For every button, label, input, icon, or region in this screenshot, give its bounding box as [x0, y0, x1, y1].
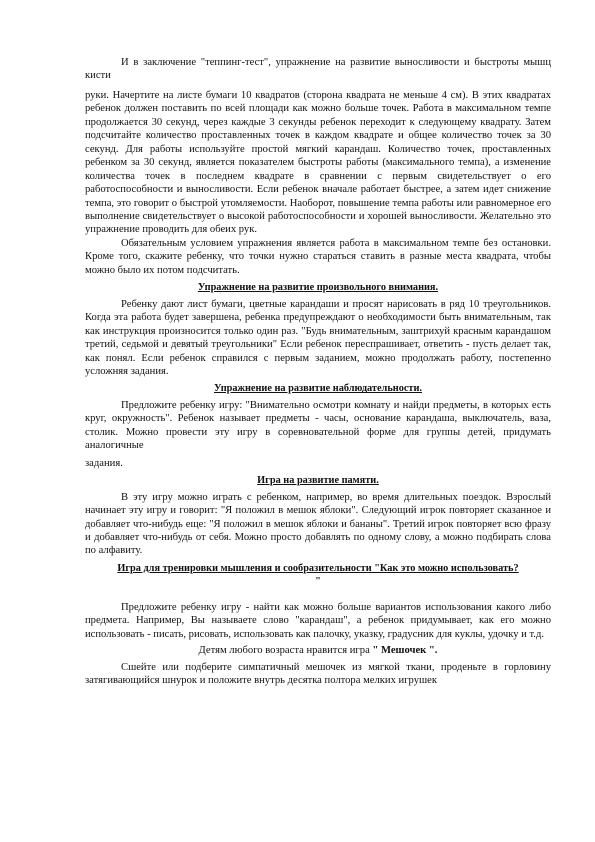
heading-memory: Игра на развитие памяти. — [257, 475, 379, 487]
observation-exercise-text: Предложите ребенку игру: "Внимательно осмотри комнату и найди предметы, в которых есть круг, окружность". Ребенок называет предметы - часы, основание карандаша, выключатель, ваза, столик. Можно провести эту игру в соревновательной форме для группы детей, придумать аналогичные — [85, 399, 551, 452]
bag-game-text: Сшейте или подберите симпатичный мешочек из мягкой ткани, проденьте в горловину затягивающийся шнурок и положите внутрь десятка полтора мелких игрушек — [85, 661, 551, 687]
heading-thinking-game: Игра для тренировки мышления и сообразительности "Как это можно использовать? — [117, 562, 519, 574]
heading-observation: Упражнение на развитие наблюдательности. — [214, 383, 422, 395]
tapping-test-intro: И в заключение "теппинг-тест", упражнение на развитие выносливости и быстроты мышц кисти — [85, 57, 551, 82]
heading-bag-game — [85, 644, 551, 657]
tapping-test-instructions: руки. Начертите на листе бумаги 10 квадратов (сторона квадрата не меньше 4 см). В этих квадратах ребенок должен поставить по всей площади как можно больше точек. Работа в максимальном темпе продолжается 30 секунд, через каждые 3 секунды ребенок переходит к следующему квадрату. Затем подсчитайте количество проставленных точек в каждом квадрате и общее количество точек за 30 секунд. Для работы используйте простой мягкий карандаш. Количество точек, проставленных ребенком за 30 секунд, является показателем быстроты работы (максимального темпа), а изменение количества точек в последнем квадрате в сравнении с первым свидетельствует о его работоспособности и выносливости. Если ребенок вначале работает быстрее, а затем идет снижение темпа, это говорит о быстрой утомляемости. Наоборот, повышение темпа работы или равномерное его выполнение свидетельствует о высокой работоспособности и хорошей выносливости. Желательно это упражнение проводить для обеих рук. — [85, 89, 551, 236]
bag-game-heading-prefix: Детям любого возраста нравится игра — [198, 645, 370, 657]
bag-game-heading-title: " Мешочек ". — [372, 645, 438, 657]
memory-game-text: В эту игру можно играть с ребенком, например, во время длительных поездок. Взрослый начинает эту игру и говорит: "Я положил в мешок яблоки". Следующий игрок повторяет сказанное и добавляет что-нибудь еще: "Я положил в мешок яблоки и бананы". Третий игрок повторяет всю фразу и добавляет что-нибудь от себя. Можно просто добавлять по одному слову, а можно подбирать слова по алфавиту. — [85, 491, 551, 557]
thinking-game-text: Предложите ребенку игру - найти как можно больше вариантов использования какого либо предмета. Например, Вы называете слово "карандаш", а ребенок придумывает, как его можно использовать - писать, рисовать, использовать как палочку, указку, градусник для куклы, удочку и т.д. — [85, 601, 551, 640]
heading-attention: Упражнение на развитие произвольного внимания. — [197, 282, 439, 294]
tapping-test-conditions: Обязательным условием упражнения является работа в максимальном темпе без остановки. Кроме того, скажите ребенку, что точки нужно стараться ставить в разные места квадрата, чтобы можно было их потом подсчитать. — [85, 237, 551, 276]
attention-exercise-text: Ребенку дают лист бумаги, цветные карандаши и просят нарисовать в ряд 10 треугольников. Когда эта работа будет завершена, ребенка предупреждают о необходимости быть внимательным, так как инструкция произносится только один раз. "Будь внимательным, заштрихуй красным карандашом третий, седьмой и девятый треугольники" Если ребенок переспрашивает, ответить - пусть делает так, как понял. Если ребенок справился с первым заданием, можно продолжать работу, постепенно усложняя задания. — [85, 298, 551, 377]
observation-exercise-tail: задания. — [85, 457, 123, 469]
heading-thinking-game-quote: " — [315, 576, 321, 588]
